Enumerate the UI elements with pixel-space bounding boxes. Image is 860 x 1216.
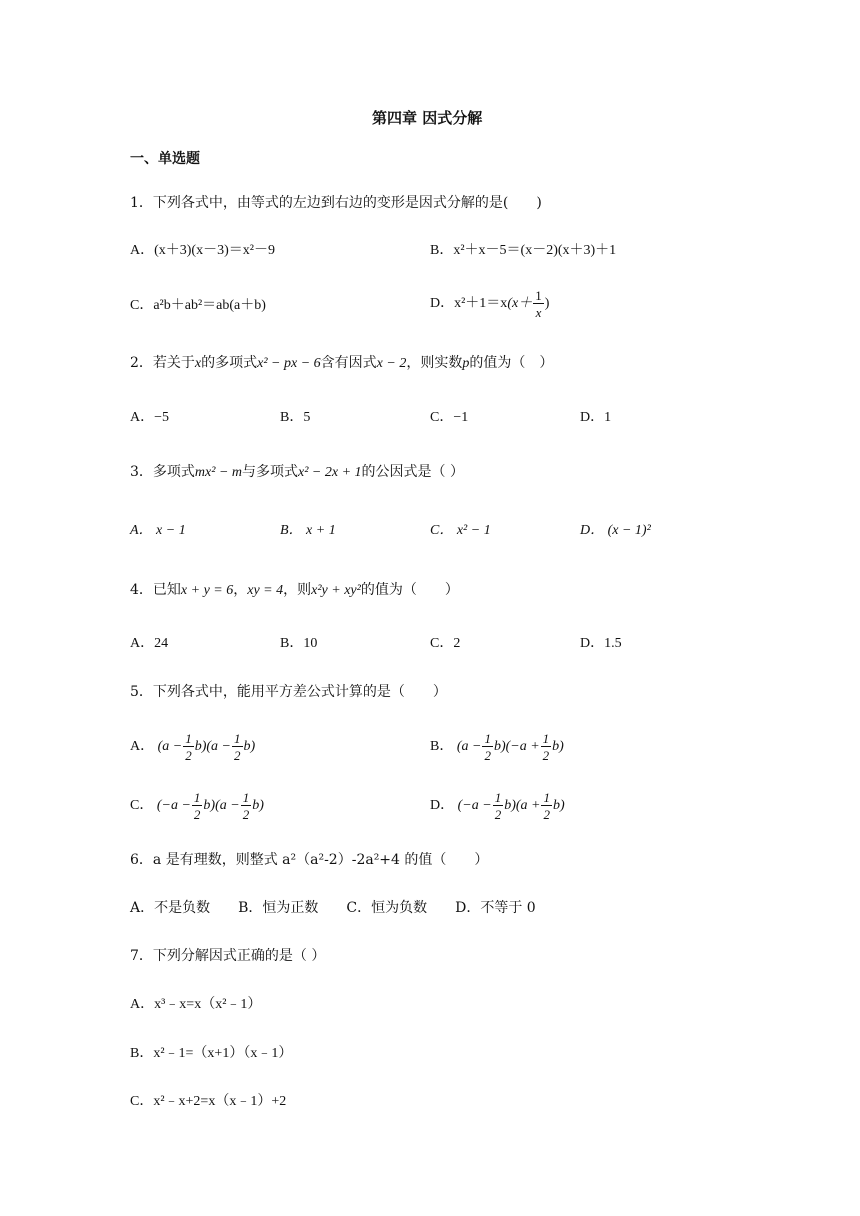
q3-option-d: D． (x − 1)² [580,523,651,538]
q5-option-b: B． (a − $\frac{1}{2}$ b)(−a + $\frac{1}{2}$ b) [430,730,564,763]
q3-option-b: B． x + 1 [280,523,336,538]
q7-option-c: C．x²﹣x+2=x（x﹣1）+2 [130,1094,287,1109]
q1-option-a: A．(x＋3)(x－3)＝x²－9 [130,243,275,258]
fraction-denominator: 2 [242,806,250,822]
fraction-numerator: 1 [242,789,250,805]
q1-option-b: B．x²＋x－5＝(x－2)(x＋3)＋1 [430,243,617,258]
q3-option-a: A． x − 1 [130,523,186,538]
fraction-half [232,732,243,762]
fraction-half [493,791,504,821]
fraction-numerator: 1 [193,789,201,805]
section-heading: 一、单选题 [130,151,200,167]
fraction-denominator: 2 [542,747,550,763]
q4-option-a: A．24 [130,636,169,651]
q2-stem-part: 的值为（ ） [469,355,554,371]
q4-expression: x²y + xy² [311,583,361,598]
q4-condition-1: x + y = 6 [180,583,234,598]
fraction-denominator: 2 [494,806,502,822]
q1-option-d-close: ) [544,296,550,311]
q2-option-c: C．−1 [430,410,469,425]
fraction-numerator: 1 [543,789,550,805]
option-label: A． [130,739,155,754]
fraction-denominator: 2 [185,747,192,763]
q5-stem: 5．下列各式中，能用平方差公式计算的是（ ） [130,684,447,700]
option-label: C． [130,798,154,813]
q2-stem [130,353,553,374]
fraction-half [241,791,252,821]
fraction-numerator: 1 [185,730,192,746]
q1-option-d-open: (x＋ [507,296,533,311]
fraction-numerator: 1 [494,789,502,805]
q2-option-d: D．1 [580,410,612,425]
q4-stem [130,580,459,601]
option-label: B． [430,739,454,754]
q3-polynomial-1: mx² − m [194,465,243,480]
q4-stem-part: ， [233,582,248,598]
q2-stem-part: 含有因式 [320,355,377,371]
fraction-numerator: 1 [484,730,491,746]
q2-factor: x − 2 [376,356,407,371]
q3-stem [130,462,464,483]
q1-option-d-fraction [533,289,544,319]
fraction-denominator: x [535,304,542,320]
q5-option-a: A． (a − $\frac{1}{2}$ b)(a − $\frac{1}{2}$ b) [130,730,256,763]
fraction-half [482,732,493,762]
q7-option-a: A．x³﹣x=x（x²﹣1） [130,997,262,1012]
q6-stem: 6．a 是有理数，则整式 a²（a²-2）-2a²+4 的值（ ） [130,852,489,868]
q4-stem-part: 4．已知 [130,582,181,598]
q2-option-a: A．−5 [130,410,170,425]
q2-polynomial: x² − px − 6 [257,356,321,371]
q2-stem-part: ，则实数 [406,355,463,371]
q4-option-b: B．10 [280,636,318,651]
q1-option-d-prefix: D．x²＋1＝x [430,296,508,311]
q7-option-b: B．x²﹣1=（x+1）（x﹣1） [130,1046,293,1061]
fraction-numerator: 1 [234,730,241,746]
fraction-half [192,791,203,821]
fraction-denominator: 2 [484,747,491,763]
q4-option-d: D．1.5 [580,636,622,651]
q6-options: A．不是负数 B．恒为正数 C．恒为负数 D．不等于 0 [130,900,536,916]
page-title: 第四章 因式分解 [372,109,483,127]
q3-polynomial-2: x² − 2x + 1 [298,465,362,480]
q3-option-c: C． x² − 1 [430,523,491,538]
q1-stem: 1．下列各式中，由等式的左边到右边的变形是因式分解的是( ) [130,195,542,211]
q4-option-c: C．2 [430,636,461,651]
fraction-numerator: 1 [542,730,550,746]
q2-stem-part: 的多项式 [201,355,258,371]
q7-stem: 7．下列分解因式正确的是（ ） [130,948,326,964]
q2-var-x: x [194,356,202,371]
q4-stem-part: ，则 [283,582,312,598]
fraction-denominator: 2 [193,806,201,822]
q3-stem-part: 与多项式 [242,464,299,480]
q3-stem-part: 的公因式是（ ） [361,464,464,480]
option-label: D． [430,798,455,813]
q1-option-c: C．a²b＋ab²＝ab(a＋b) [130,298,266,313]
q1-option-d [430,284,549,324]
q5-option-c: C． (−a − $\frac{1}{2}$ b)(a − $\frac{1}{2}$ b) [130,789,264,822]
q2-option-b: B．5 [280,410,311,425]
q4-stem-part: 的值为（ ） [360,582,459,598]
q2-var-p: p [462,356,470,371]
fraction-half [541,791,552,821]
fraction-denominator: 2 [234,747,241,763]
q3-stem-part: 3．多项式 [130,464,195,480]
q5-option-d: D． (−a − $\frac{1}{2}$ b)(a + $\frac{1}{2}$ b) [430,789,565,822]
q2-stem-part: 2．若关于 [130,355,195,371]
fraction-half [183,732,194,762]
fraction-denominator: 2 [543,806,550,822]
fraction-numerator: 1 [535,287,542,303]
fraction-half [541,732,552,762]
q4-condition-2: xy = 4 [247,583,284,598]
